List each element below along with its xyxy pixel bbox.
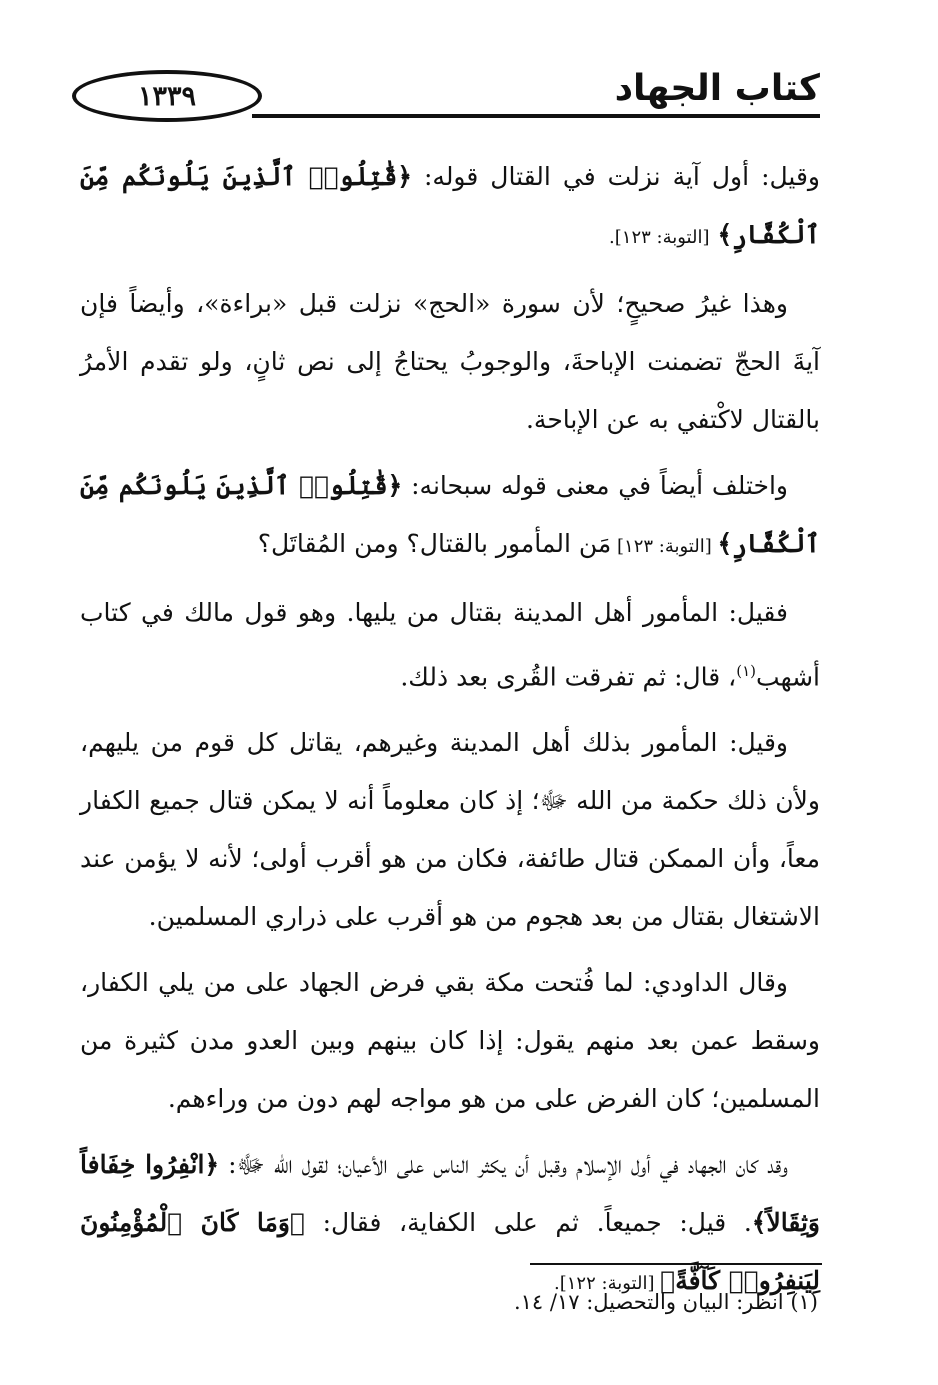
footnote: (١) انظر: البيان والتحصيل: ١٧/ ١٤. bbox=[513, 1290, 818, 1314]
paragraph-2: وهذا غيرُ صحيحٍ؛ لأن سورة «الحج» نزلت قبل «براءة»، وأيضاً فإن آيةَ الحجّ تضمنت الإباحةَ، والوجوبُ يحتاجُ إلى نص ثانٍ، ولو تقدم الأمرُ بالقتال لاكْتفي به عن الإباحة. bbox=[80, 289, 820, 434]
page-header bbox=[72, 62, 820, 128]
paragraph-5: وقيل: المأمور بذلك أهل المدينة وغيرهم، يقاتل كل قوم من يليهم، ولأن ذلك حكمة من الله ﷻ؛ إذ كان معلوماً أنه لا يمكن قتال جميع الكفار معاً، وأن الممكن قتال طائفة، فكان من هو أقرب أولى؛ لأنه لا يؤمن عند الاشتغال بقتال من بعد هجوم من هو أقرب على ذراري المسلمين. bbox=[80, 728, 820, 932]
page-number: ١٣٣٩ bbox=[72, 70, 262, 122]
quran-verse: ﴿وَمَا كَانَ ٱلْمُؤْمِنُونَ لِيَنفِرُوا۟ كَآفَّةً﴾ bbox=[80, 1208, 820, 1296]
text: . قيل: جميعاً. ثم على الكفاية، فقال: bbox=[304, 1208, 752, 1238]
footnote-marker: (١) bbox=[736, 662, 757, 680]
quran-verse: ﴿انْفِرُوا خِفَافاً وَثِقَالاً﴾ bbox=[80, 1150, 820, 1238]
quran-verse: ﴿قَٰتِلُوا۟ ٱلَّذِينَ يَلُونَكُم مِّنَ ٱلْكُفَّارِ﴾ bbox=[80, 162, 820, 249]
main-text bbox=[80, 148, 820, 1321]
verse-reference: [التوبة: ١٢٢]. bbox=[554, 1273, 661, 1295]
chapter-title: كتاب الجهاد bbox=[614, 68, 820, 109]
verse-reference: [التوبة: ١٢٣]. bbox=[609, 227, 710, 248]
paragraph-1 bbox=[80, 148, 820, 267]
paragraph-6: وقال الداودي: لما فُتحت مكة بقي فرض الجهاد على من يلي الكفار، وسقط عمن بعد منهم يقول: إذا كان بينهم وبين العدو مدن كثيرة من المسلمين؛ كان الفرض على من هو مواجه لهم دون من وراءهم. bbox=[80, 968, 820, 1114]
text: وقيل: أول آية نزلت في القتال قوله: bbox=[411, 162, 821, 191]
text: مَن المأمور بالقتال؟ ومن المُقاتَل؟ bbox=[257, 529, 612, 558]
paragraph-4 bbox=[80, 584, 820, 706]
footnote-rule bbox=[530, 1263, 822, 1265]
text: وقد كان الجهاد في أول الإسلام وقبل أن يكثر الناس على الأعيان؛ لقول الله ﷻ: bbox=[219, 1150, 788, 1180]
paragraph-3 bbox=[80, 457, 820, 576]
quran-verse: ﴿قَٰتِلُوا۟ ٱلَّذِينَ يَلُونَكُم مِّنَ ٱلْكُفَّارِ﴾ bbox=[80, 471, 820, 558]
text: ، قال: ثم تفرقت القُرى بعد ذلك. bbox=[400, 662, 737, 692]
text: فقيل: المأمور أهل المدينة بقتال من يليها. وهو قول مالك في كتاب أشهب bbox=[80, 598, 820, 692]
header-rule bbox=[252, 114, 820, 118]
text: واختلف أيضاً في معنى قوله سبحانه: bbox=[402, 471, 788, 500]
paragraph-7 bbox=[80, 1136, 820, 1313]
verse-reference: [التوبة: ١٢٣] bbox=[611, 536, 718, 557]
